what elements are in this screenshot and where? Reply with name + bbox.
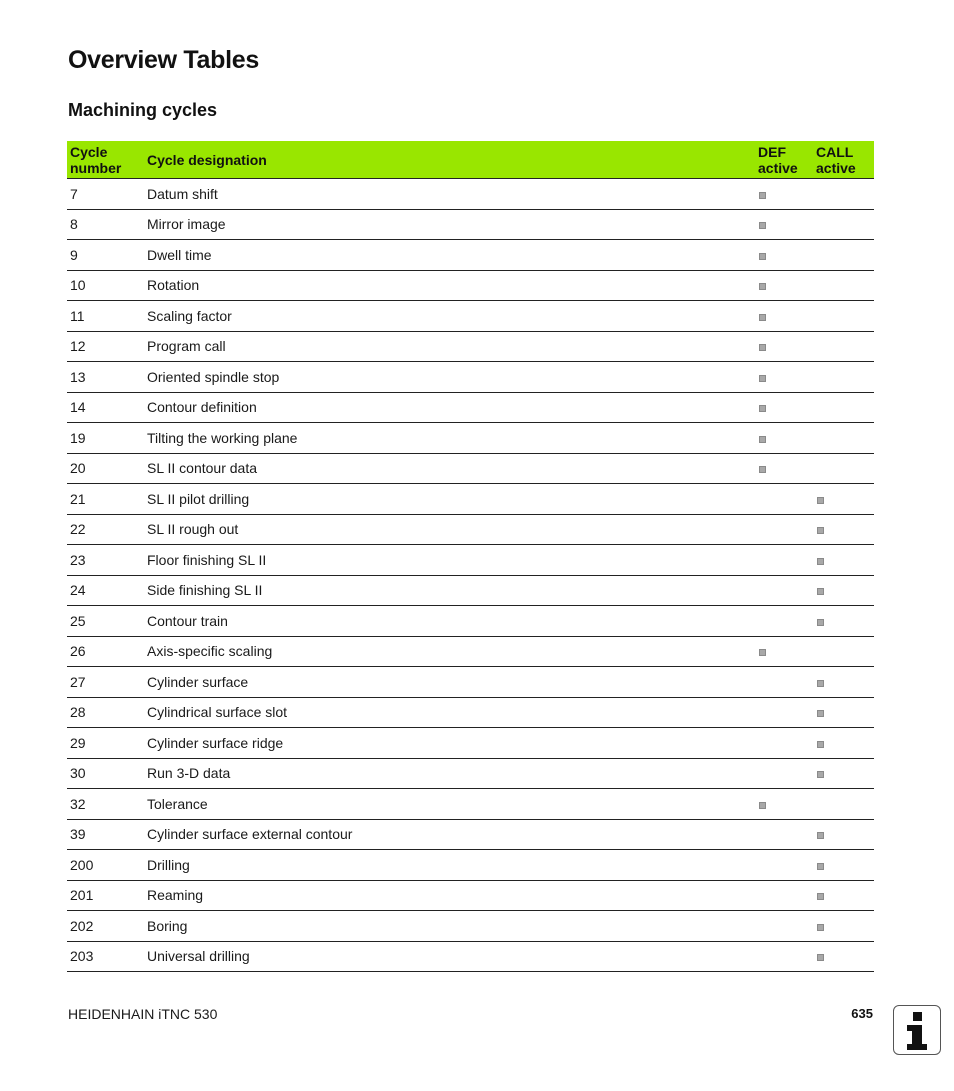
def-active-cell — [755, 758, 813, 789]
header-cycle-designation: Cycle designation — [147, 141, 755, 179]
def-active-marker-icon — [759, 314, 766, 321]
cycle-number-cell: 28 — [67, 697, 147, 728]
cycle-designation-cell: Contour train — [147, 606, 755, 637]
table-row — [67, 362, 874, 393]
cycle-number-cell: 200 — [67, 850, 147, 881]
cycle-number-cell: 14 — [67, 392, 147, 423]
def-active-marker-icon — [759, 466, 766, 473]
call-active-cell — [813, 850, 874, 881]
call-active-marker-icon — [817, 497, 824, 504]
cycle-designation-cell: Dwell time — [147, 240, 755, 271]
table-row — [67, 453, 874, 484]
def-active-cell — [755, 331, 813, 362]
def-active-cell — [755, 819, 813, 850]
section-title: Machining cycles — [68, 100, 218, 120]
def-active-cell — [755, 301, 813, 332]
def-active-cell — [755, 209, 813, 240]
table-row — [67, 423, 874, 454]
cycle-designation-cell: Cylinder surface external contour — [147, 819, 755, 850]
def-active-marker-icon — [759, 283, 766, 290]
cycle-designation-cell: SL II contour data — [147, 453, 755, 484]
cycle-designation-cell: Contour definition — [147, 392, 755, 423]
cycle-designation-cell: Run 3-D data — [147, 758, 755, 789]
def-active-cell — [755, 636, 813, 667]
cycle-number-cell: 25 — [67, 606, 147, 637]
def-active-cell — [755, 606, 813, 637]
cycle-designation-cell: Tolerance — [147, 789, 755, 820]
call-active-marker-icon — [817, 680, 824, 687]
call-active-marker-icon — [817, 954, 824, 961]
table-row — [67, 331, 874, 362]
call-active-cell — [813, 179, 874, 210]
cycle-number-cell: 11 — [67, 301, 147, 332]
call-active-cell — [813, 728, 874, 759]
call-active-cell — [813, 331, 874, 362]
cycle-designation-cell: Mirror image — [147, 209, 755, 240]
table-row — [67, 697, 874, 728]
call-active-cell — [813, 789, 874, 820]
cycle-number-cell: 7 — [67, 179, 147, 210]
header-def-active: DEF active — [755, 141, 813, 179]
table-row — [67, 575, 874, 606]
cycle-designation-cell: SL II rough out — [147, 514, 755, 545]
def-active-cell — [755, 392, 813, 423]
cycle-designation-cell: Cylinder surface ridge — [147, 728, 755, 759]
cycle-number-cell: 201 — [67, 880, 147, 911]
cycle-designation-cell: Side finishing SL II — [147, 575, 755, 606]
table-body — [67, 179, 874, 972]
def-active-cell — [755, 850, 813, 881]
table-row — [67, 484, 874, 515]
table-row — [67, 514, 874, 545]
call-active-marker-icon — [817, 893, 824, 900]
cycle-number-cell: 29 — [67, 728, 147, 759]
cycle-designation-cell: Floor finishing SL II — [147, 545, 755, 576]
call-active-marker-icon — [817, 558, 824, 565]
call-active-marker-icon — [817, 863, 824, 870]
table-row — [67, 789, 874, 820]
cycle-number-cell: 30 — [67, 758, 147, 789]
cycle-designation-cell: Boring — [147, 911, 755, 942]
call-active-cell — [813, 362, 874, 393]
def-active-marker-icon — [759, 192, 766, 199]
def-active-cell — [755, 789, 813, 820]
info-icon-glyph — [894, 1006, 940, 1054]
call-active-cell — [813, 911, 874, 942]
def-active-marker-icon — [759, 436, 766, 443]
call-active-marker-icon — [817, 771, 824, 778]
footer-product-name: HEIDENHAIN iTNC 530 — [68, 1006, 218, 1022]
call-active-cell — [813, 484, 874, 515]
call-active-marker-icon — [817, 588, 824, 595]
cycle-number-cell: 12 — [67, 331, 147, 362]
call-active-cell — [813, 941, 874, 972]
def-active-cell — [755, 728, 813, 759]
table-row — [67, 667, 874, 698]
def-active-marker-icon — [759, 253, 766, 260]
def-active-cell — [755, 697, 813, 728]
def-active-marker-icon — [759, 405, 766, 412]
cycle-designation-cell: Scaling factor — [147, 301, 755, 332]
call-active-cell — [813, 209, 874, 240]
page-title: Overview Tables — [68, 46, 259, 74]
table-row — [67, 880, 874, 911]
def-active-cell — [755, 362, 813, 393]
call-active-cell — [813, 392, 874, 423]
cycle-number-cell: 202 — [67, 911, 147, 942]
table-row — [67, 392, 874, 423]
table-row — [67, 911, 874, 942]
call-active-marker-icon — [817, 832, 824, 839]
table-row — [67, 850, 874, 881]
def-active-cell — [755, 423, 813, 454]
table-row — [67, 728, 874, 759]
cycle-designation-cell: Cylindrical surface slot — [147, 697, 755, 728]
table-row — [67, 270, 874, 301]
call-active-cell — [813, 301, 874, 332]
call-active-marker-icon — [817, 619, 824, 626]
table-row — [67, 819, 874, 850]
cycle-number-cell: 22 — [67, 514, 147, 545]
page-number: 635 — [851, 1006, 873, 1021]
def-active-cell — [755, 941, 813, 972]
cycle-designation-cell: Cylinder surface — [147, 667, 755, 698]
table-row — [67, 209, 874, 240]
def-active-cell — [755, 514, 813, 545]
def-active-cell — [755, 911, 813, 942]
cycle-number-cell: 13 — [67, 362, 147, 393]
call-active-cell — [813, 880, 874, 911]
cycle-number-cell: 32 — [67, 789, 147, 820]
table-row — [67, 606, 874, 637]
cycle-designation-cell: Universal drilling — [147, 941, 755, 972]
def-active-cell — [755, 484, 813, 515]
call-active-cell — [813, 423, 874, 454]
cycle-number-cell: 8 — [67, 209, 147, 240]
cycle-number-cell: 23 — [67, 545, 147, 576]
table-row — [67, 240, 874, 271]
cycle-number-cell: 19 — [67, 423, 147, 454]
cycle-number-cell: 26 — [67, 636, 147, 667]
table-row — [67, 545, 874, 576]
table-row — [67, 941, 874, 972]
call-active-cell — [813, 667, 874, 698]
cycle-designation-cell: Datum shift — [147, 179, 755, 210]
def-active-cell — [755, 179, 813, 210]
call-active-cell — [813, 240, 874, 271]
call-active-cell — [813, 270, 874, 301]
table-row — [67, 636, 874, 667]
cycle-designation-cell: Axis-specific scaling — [147, 636, 755, 667]
cycle-number-cell: 9 — [67, 240, 147, 271]
def-active-cell — [755, 667, 813, 698]
cycle-designation-cell: SL II pilot drilling — [147, 484, 755, 515]
table-row — [67, 179, 874, 210]
call-active-cell — [813, 606, 874, 637]
def-active-cell — [755, 240, 813, 271]
call-active-marker-icon — [817, 710, 824, 717]
def-active-cell — [755, 270, 813, 301]
call-active-cell — [813, 697, 874, 728]
cycle-number-cell: 21 — [67, 484, 147, 515]
def-active-marker-icon — [759, 222, 766, 229]
call-active-cell — [813, 545, 874, 576]
def-active-cell — [755, 880, 813, 911]
call-active-cell — [813, 758, 874, 789]
cycle-number-cell: 27 — [67, 667, 147, 698]
cycle-designation-cell: Program call — [147, 331, 755, 362]
def-active-cell — [755, 545, 813, 576]
cycle-number-cell: 20 — [67, 453, 147, 484]
overview-table — [67, 141, 874, 972]
cycle-number-cell: 203 — [67, 941, 147, 972]
cycle-designation-cell: Drilling — [147, 850, 755, 881]
table-row — [67, 301, 874, 332]
call-active-cell — [813, 575, 874, 606]
def-active-marker-icon — [759, 375, 766, 382]
table-header-row — [67, 141, 874, 179]
table-row — [67, 758, 874, 789]
cycle-number-cell: 24 — [67, 575, 147, 606]
cycle-designation-cell: Oriented spindle stop — [147, 362, 755, 393]
cycle-designation-cell: Rotation — [147, 270, 755, 301]
call-active-cell — [813, 636, 874, 667]
call-active-marker-icon — [817, 924, 824, 931]
def-active-cell — [755, 575, 813, 606]
def-active-cell — [755, 453, 813, 484]
call-active-cell — [813, 819, 874, 850]
def-active-marker-icon — [759, 649, 766, 656]
call-active-cell — [813, 453, 874, 484]
cycle-number-cell: 10 — [67, 270, 147, 301]
call-active-marker-icon — [817, 741, 824, 748]
header-call-active: CALL active — [813, 141, 874, 179]
def-active-marker-icon — [759, 344, 766, 351]
cycle-number-cell: 39 — [67, 819, 147, 850]
cycle-designation-cell: Reaming — [147, 880, 755, 911]
cycle-designation-cell: Tilting the working plane — [147, 423, 755, 454]
info-icon — [893, 1005, 941, 1055]
header-cycle-number: Cycle number — [67, 141, 147, 179]
call-active-marker-icon — [817, 527, 824, 534]
call-active-cell — [813, 514, 874, 545]
def-active-marker-icon — [759, 802, 766, 809]
